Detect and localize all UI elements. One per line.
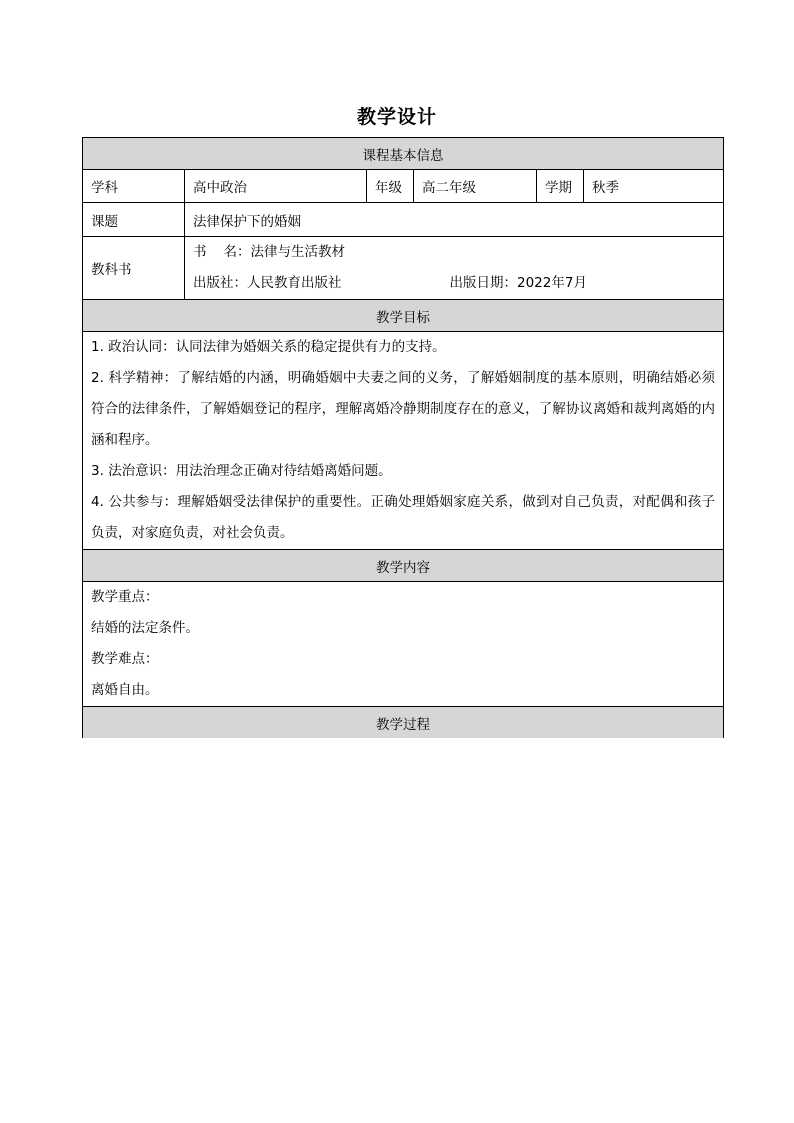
section-header-goals: 教学目标 bbox=[83, 300, 724, 332]
grade-value: 高二年级 bbox=[414, 170, 537, 203]
difficulty-value: 离婚自由。 bbox=[91, 682, 159, 698]
difficulty-label: 教学难点： bbox=[91, 651, 159, 667]
publisher-line bbox=[193, 268, 715, 299]
section-header-content: 教学内容 bbox=[83, 550, 724, 582]
textbook-details bbox=[185, 237, 724, 300]
goals-cell bbox=[83, 332, 724, 550]
section-header-basic-info: 课程基本信息 bbox=[83, 138, 724, 170]
page-title: 教学设计 bbox=[356, 106, 437, 128]
lesson-plan-table bbox=[82, 137, 724, 738]
topic-label: 课题 bbox=[83, 203, 185, 237]
subject-value: 高中政治 bbox=[185, 170, 367, 203]
key-points-value: 结婚的法定条件。 bbox=[91, 620, 199, 636]
textbook-row bbox=[83, 237, 724, 300]
term-label: 学期 bbox=[537, 170, 584, 203]
pub-date-value: 2022年7月 bbox=[517, 275, 587, 291]
publisher-label: 出版社： bbox=[193, 275, 247, 291]
term-value: 秋季 bbox=[584, 170, 724, 203]
topic-value: 法律保护下的婚姻 bbox=[185, 203, 724, 237]
goal-item: 4. 公共参与：理解婚姻受法律保护的重要性。正确处理婚姻家庭关系，做到对自己负责，对配偶和孩子负责，对家庭负责，对社会负责。 bbox=[91, 494, 716, 541]
goals-row bbox=[83, 332, 724, 550]
goal-item: 2. 科学精神：了解结婚的内涵，明确婚姻中夫妻之间的义务，了解婚姻制度的基本原则，明确结婚必须符合的法律条件，了解婚姻登记的程序，理解离婚冷静期制度存在的意义，了解协议离婚和裁判离婚的内涵和程序。 bbox=[91, 370, 716, 448]
topic-row bbox=[83, 203, 724, 237]
goal-item: 3. 法治意识：用法治理念正确对待结婚离婚问题。 bbox=[91, 463, 392, 479]
section-header-process: 教学过程 bbox=[83, 707, 724, 739]
book-name-value: 法律与生活教材 bbox=[250, 244, 345, 260]
textbook-label: 教科书 bbox=[83, 237, 185, 300]
key-points-label: 教学重点： bbox=[91, 589, 159, 605]
pub-date-label: 出版日期： bbox=[449, 275, 517, 291]
publisher-value: 人民教育出版社 bbox=[247, 275, 342, 291]
subject-label: 学科 bbox=[83, 170, 185, 203]
info-row bbox=[83, 170, 724, 203]
content-row bbox=[83, 582, 724, 707]
book-name-label-b: 名： bbox=[223, 244, 251, 260]
content-cell bbox=[83, 582, 724, 707]
book-name-line bbox=[193, 237, 715, 268]
goal-item: 1. 政治认同：认同法律为婚姻关系的稳定提供有力的支持。 bbox=[91, 339, 446, 355]
grade-label: 年级 bbox=[367, 170, 414, 203]
book-name-label-a: 书 bbox=[193, 244, 207, 260]
